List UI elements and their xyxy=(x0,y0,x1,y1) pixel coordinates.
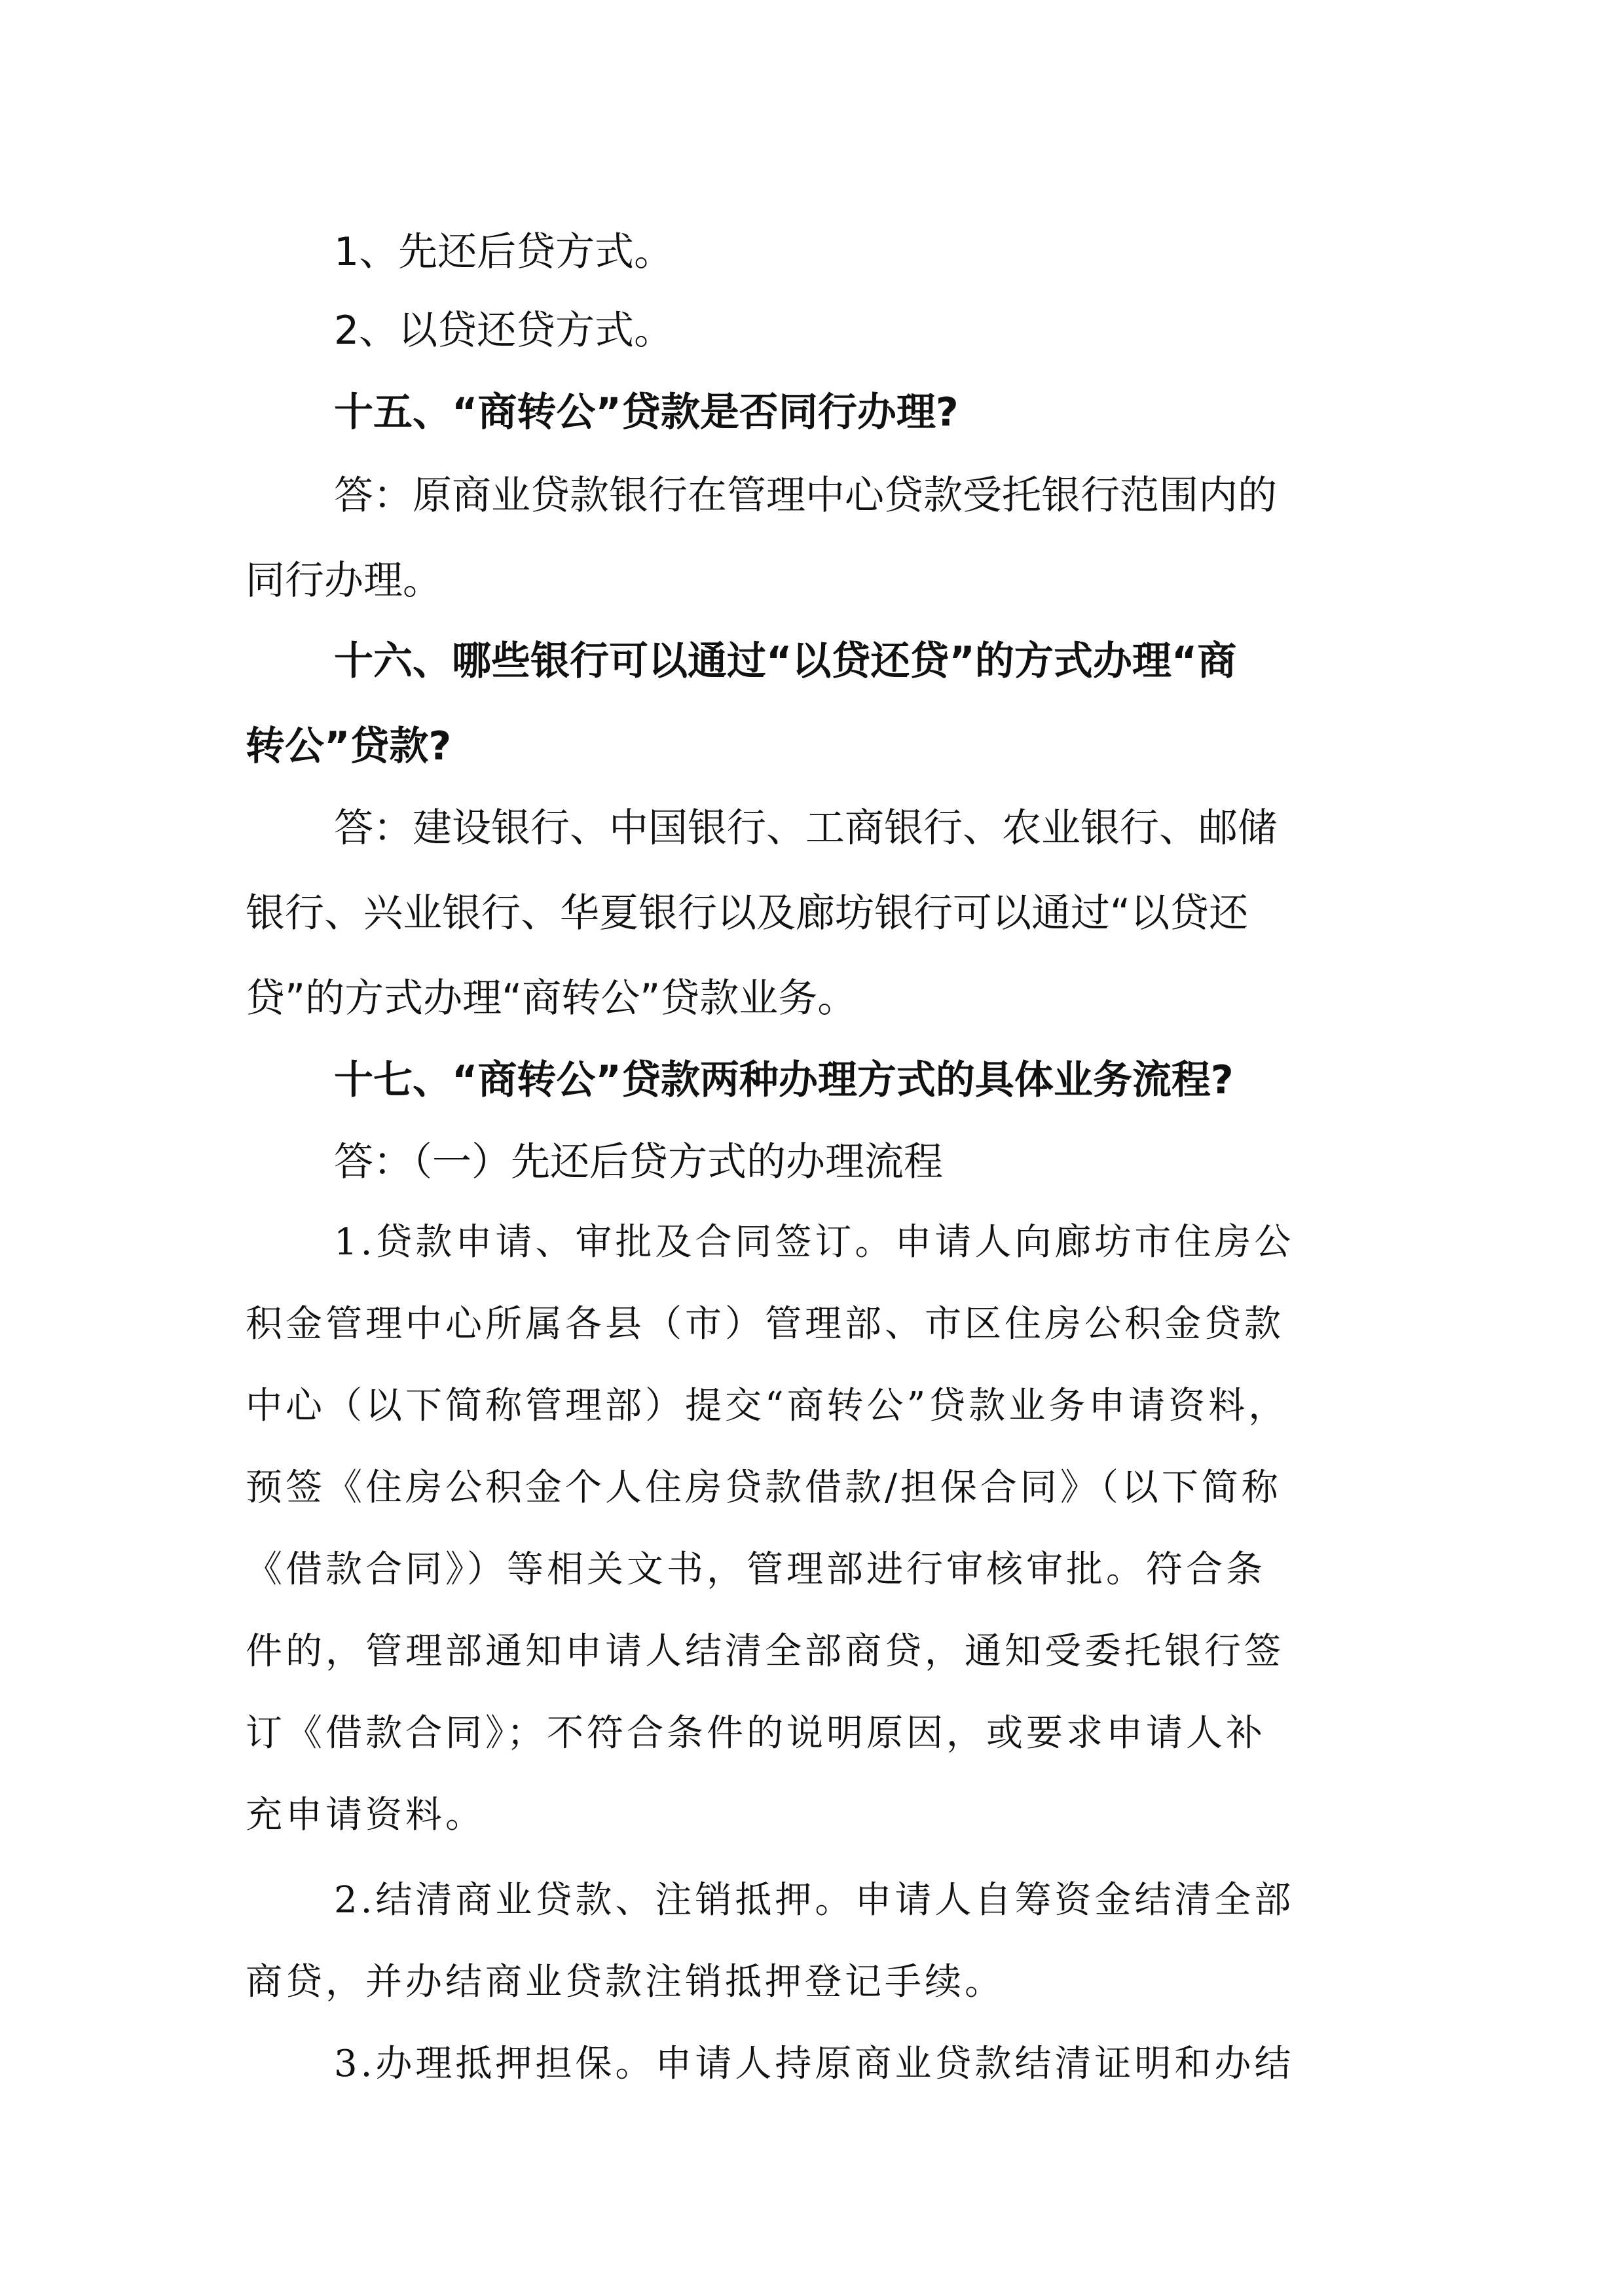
text-line: 银行、兴业银行、华夏银行以及廊坊银行可以通过“以贷还 xyxy=(246,890,1249,936)
text-line: 答：建设银行、中国银行、工商银行、农业银行、邮储 xyxy=(334,805,1277,851)
text-line: 订《借款合同》；不符合条件的说明原因，或要求申请人补 xyxy=(246,1712,1266,1755)
text-line: 件的，管理部通知申请人结清全部商贷，通知受委托银行签 xyxy=(246,1630,1284,1673)
text-line: 1、先还后贷方式。 xyxy=(334,229,674,275)
heading-question-16 xyxy=(246,619,1378,789)
paragraph-method-2 xyxy=(246,288,1378,373)
text-line: 同行办理。 xyxy=(246,558,442,604)
answer-15 xyxy=(246,453,1378,623)
text-line: 答：（一）先还后贷方式的办理流程 xyxy=(334,1139,943,1185)
text-line: 答：原商业贷款银行在管理中心贷款受托银行范围内的 xyxy=(334,473,1277,519)
paragraph-method-1 xyxy=(246,210,1378,295)
text-line: 商贷，并办结商业贷款注销抵押登记手续。 xyxy=(246,1961,1005,2003)
text-line: 《借款合同》）等相关文书，管理部进行审核审批。符合条 xyxy=(246,1548,1266,1591)
heading-question-17 xyxy=(246,1038,1378,1123)
step-1-paragraph xyxy=(246,1201,1378,1856)
text-line: 中心（以下简称管理部）提交“商转公”贷款业务申请资料， xyxy=(246,1385,1289,1427)
text-line: 2.结清商业贷款、注销抵押。申请人自筹资金结清全部 xyxy=(334,1879,1295,1922)
text-line: 充申请资料。 xyxy=(246,1794,485,1836)
text-line: 预签《住房公积金个人住房贷款借款/担保合同》（以下简称 xyxy=(246,1467,1282,1509)
answer-16 xyxy=(246,786,1378,1041)
heading-question-15 xyxy=(246,370,1378,455)
heading-line: 转公”贷款? xyxy=(246,723,452,769)
text-line: 贷”的方式办理“商转公”贷款业务。 xyxy=(246,975,857,1021)
answer-17-intro xyxy=(246,1120,1378,1205)
text-line: 3.办理抵押担保。申请人持原商业贷款结清证明和办结 xyxy=(334,2043,1295,2085)
text-line: 1.贷款申请、审批及合同签订。申请人向廊坊市住房公 xyxy=(334,1221,1295,1264)
heading-line: 十七、“商转公”贷款两种办理方式的具体业务流程? xyxy=(334,1057,1234,1103)
heading-line: 十五、“商转公”贷款是否同行办理? xyxy=(334,390,959,435)
step-2-paragraph xyxy=(246,1859,1378,2023)
heading-line: 十六、哪些银行可以通过“以贷还贷”的方式办理“商 xyxy=(334,638,1237,684)
step-3-paragraph xyxy=(246,2023,1378,2105)
text-line: 积金管理中心所属各县（市）管理部、市区住房公积金贷款 xyxy=(246,1303,1284,1345)
text-line: 2、以贷还贷方式。 xyxy=(334,308,674,354)
